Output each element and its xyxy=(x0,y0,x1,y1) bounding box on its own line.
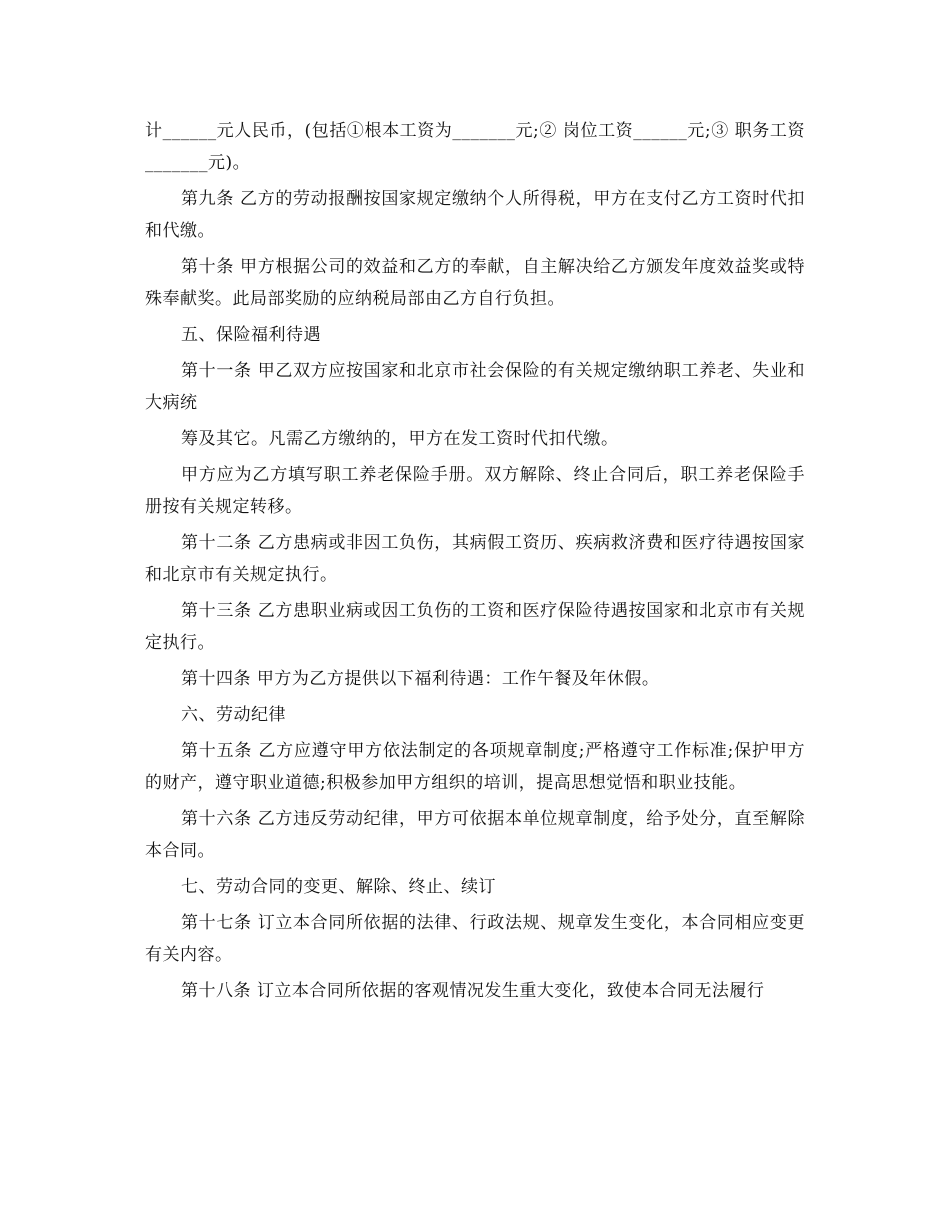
paragraph-article-18: 第十八条 订立本合同所依据的客观情况发生重大变化，致使本合同无法履行 xyxy=(181,981,765,1001)
paragraph-article-12: 第十二条 乙方患病或非因工负伤，其病假工资历、疾病救济费和医疗待遇按国家和北京市有关规定执行。 xyxy=(145,533,805,585)
section-heading-insurance-welfare: 五、保险福利待遇 xyxy=(181,325,321,345)
paragraph-article-14: 第十四条 甲方为乙方提供以下福利待遇：工作午餐及年休假。 xyxy=(181,669,660,689)
paragraph-article-15: 第十五条 乙方应遵守甲方依法制定的各项规章制度;严格遵守工作标准;保护甲方的财产，遵守职业道德;积极参加甲方组织的培训，提高思想觉悟和职业技能。 xyxy=(145,741,805,793)
paragraph-article-10: 第十条 甲方根据公司的效益和乙方的奉献，自主解决给乙方颁发年度效益奖或特殊奉献奖。此局部奖励的应纳税局部由乙方自行负担。 xyxy=(145,257,805,309)
paragraph-article-13: 第十三条 乙方患职业病或因工负伤的工资和医疗保险待遇按国家和北京市有关规定执行。 xyxy=(145,601,805,653)
paragraph-article-16: 第十六条 乙方违反劳动纪律，甲方可依据本单位规章制度，给予处分，直至解除本合同。 xyxy=(145,809,805,861)
paragraph-article-9: 第九条 乙方的劳动报酬按国家规定缴纳个人所得税，甲方在支付乙方工资时代扣和代缴。 xyxy=(145,189,805,241)
paragraph-article-11: 第十一条 甲乙双方应按国家和北京市社会保险的有关规定缴纳职工养老、失业和大病统 xyxy=(145,361,805,413)
paragraph-article-11-continued: 筹及其它。凡需乙方缴纳的，甲方在发工资时代扣代缴。 xyxy=(181,429,619,449)
paragraph-article-11-pension: 甲方应为乙方填写职工养老保险手册。双方解除、终止合同后，职工养老保险手册按有关规定转移。 xyxy=(145,465,805,517)
paragraph-salary-breakdown: 计______元人民币，(包括①根本工资为_______元;② 岗位工资______元;③ 职务工资_______元)。 xyxy=(145,121,805,173)
paragraph-article-17: 第十七条 订立本合同所依据的法律、行政法规、规章发生变化，本合同相应变更有关内容。 xyxy=(145,913,805,965)
section-heading-contract-changes: 七、劳动合同的变更、解除、终止、续订 xyxy=(181,877,496,897)
document-body xyxy=(145,115,805,1011)
section-heading-labor-discipline: 六、劳动纪律 xyxy=(181,705,286,725)
